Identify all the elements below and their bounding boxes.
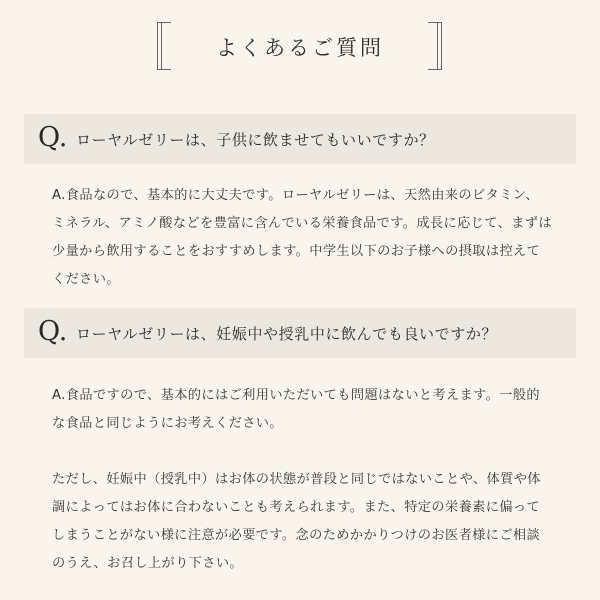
question-text: ローヤルゼリーは、妊娠中や授乳中に飲んでも良いですか？ xyxy=(76,325,498,343)
question-mark-label: Q. xyxy=(38,316,68,347)
answer-paragraph: ただし、妊娠中（授乳中）はお体の状態が普段と同じではないことや、体質や体調によってはお体に合わないことも考えられます。また、特定の栄養素に偏ってしまうことがない様に注意が必要です。念のためかかりつけのお医者様にご相談のうえ、お召し上がり下さい。 xyxy=(52,472,541,571)
page-header xyxy=(0,18,600,78)
question-mark-label: Q. xyxy=(38,122,68,153)
faq-question-2[interactable] xyxy=(24,308,576,358)
answer-paragraph: A.食品なので、基本的に大丈夫です。ローヤルゼリーは、天然由来のビタミン、ミネラル、アミノ酸などを豊富に含んでいる栄養食品です。成長に応じて、まずは少量から飲用することをおすすめします。中学生以下のお子様への摂取は控えてください。 xyxy=(52,188,552,287)
question-text: ローヤルゼリーは、子供に飲ませてもいいですか？ xyxy=(76,131,435,149)
faq-answer-1 xyxy=(52,182,552,294)
answer-paragraph: A.食品ですので、基本的にはご利用いただいても問題はないと考えます。一般的な食品と同じようにお考えください。 xyxy=(52,388,541,431)
right-bracket-decoration xyxy=(428,22,442,70)
faq-question-1[interactable] xyxy=(24,114,576,164)
page-title: よくあるご質問 xyxy=(216,36,384,60)
faq-answer-2 xyxy=(52,382,552,578)
left-bracket-decoration xyxy=(157,22,171,70)
